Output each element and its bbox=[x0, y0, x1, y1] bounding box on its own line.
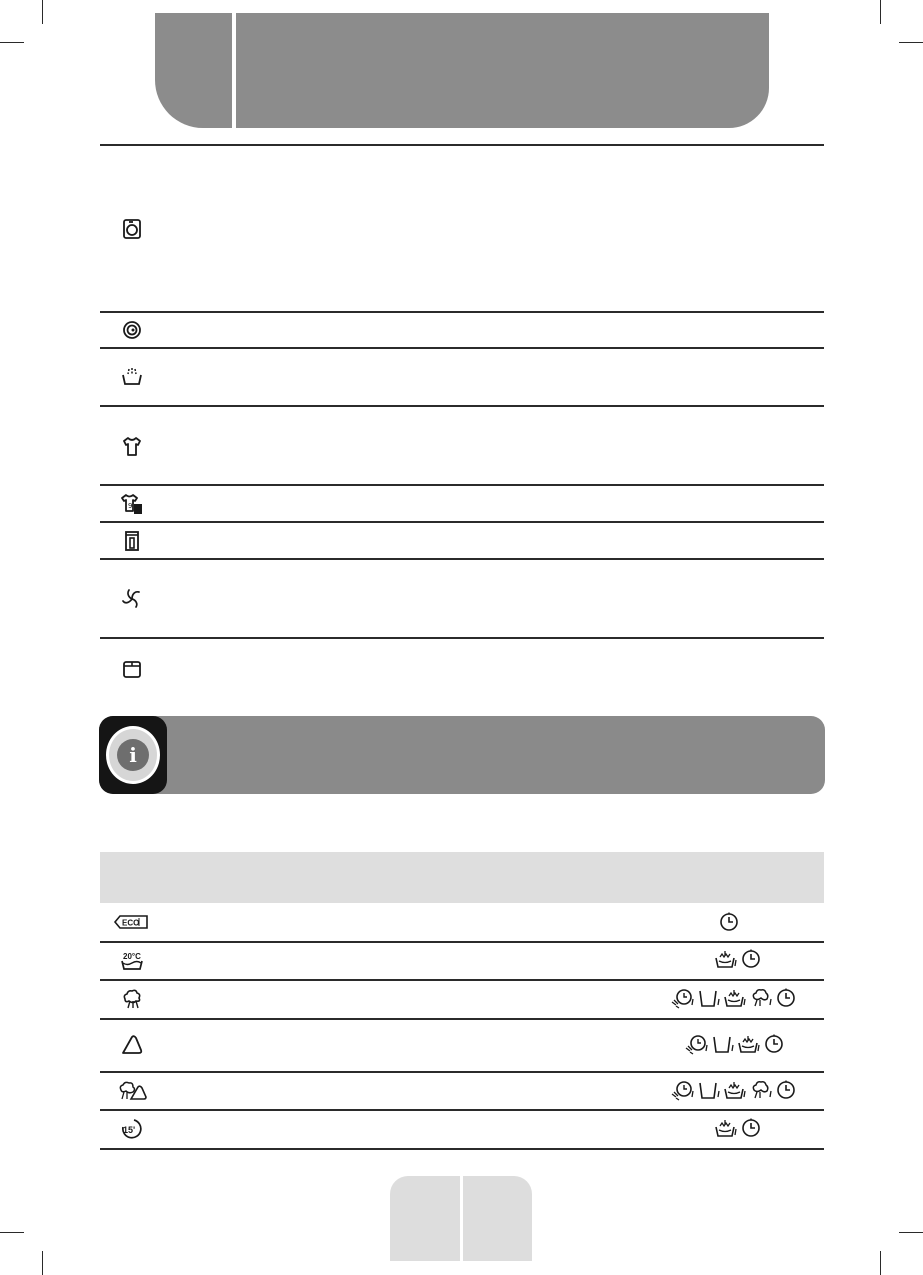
crop-mark bbox=[899, 1232, 923, 1233]
separator bbox=[734, 1127, 738, 1149]
table-rule bbox=[100, 1071, 824, 1073]
separator bbox=[691, 1089, 695, 1111]
table-rule bbox=[100, 311, 824, 313]
prewash-icon bbox=[120, 365, 144, 389]
separator bbox=[743, 1089, 747, 1111]
footer-divider bbox=[460, 1176, 463, 1261]
spin-icon bbox=[120, 318, 144, 342]
page-footer bbox=[390, 1176, 532, 1261]
table-rule bbox=[100, 347, 824, 349]
separator bbox=[757, 1043, 761, 1065]
rinse-icon bbox=[723, 1079, 745, 1101]
baby-clothes-icon bbox=[120, 435, 144, 459]
table-rule bbox=[100, 484, 824, 486]
separator bbox=[743, 997, 747, 1019]
header-divider bbox=[232, 13, 236, 128]
delay-timer-icon bbox=[775, 987, 797, 1009]
speed-icon bbox=[671, 1079, 693, 1101]
info-badge bbox=[99, 716, 167, 794]
crop-mark bbox=[42, 1251, 43, 1275]
quick-label: 15' bbox=[123, 1125, 136, 1135]
program-table-header bbox=[100, 852, 824, 903]
delay-timer-icon bbox=[763, 1033, 785, 1055]
table-rule bbox=[100, 521, 824, 523]
mixed-steam-icon bbox=[111, 1079, 151, 1103]
rinse-icon bbox=[737, 1033, 759, 1055]
rinse-icon bbox=[714, 1117, 736, 1139]
separator bbox=[717, 997, 721, 1019]
separator bbox=[769, 997, 773, 1019]
table-rule bbox=[100, 144, 824, 146]
separator bbox=[769, 1089, 773, 1111]
display-icon bbox=[120, 657, 144, 681]
door-lock-icon bbox=[120, 217, 144, 241]
separator bbox=[734, 958, 738, 980]
crop-mark bbox=[880, 0, 881, 24]
temp-label: 20°C bbox=[123, 952, 141, 961]
separator bbox=[705, 1043, 709, 1065]
rinse-icon bbox=[723, 987, 745, 1009]
shirt-timer-icon bbox=[120, 492, 144, 516]
crop-mark bbox=[42, 0, 43, 24]
table-rule bbox=[100, 1148, 824, 1150]
info-icon: i bbox=[117, 739, 149, 771]
crop-mark bbox=[880, 1251, 881, 1275]
svg-text:9: 9 bbox=[128, 502, 133, 510]
eco-label: ECO bbox=[122, 918, 140, 928]
prewash-icon bbox=[697, 1079, 719, 1101]
steam-icon bbox=[749, 987, 771, 1009]
crop-mark bbox=[899, 42, 923, 43]
delay-timer-icon bbox=[775, 1079, 797, 1101]
wash-20c-icon bbox=[120, 948, 144, 972]
hygiene-steam-icon bbox=[120, 987, 144, 1011]
steam-icon bbox=[749, 1079, 771, 1101]
table-rule bbox=[100, 941, 824, 943]
separator bbox=[717, 1089, 721, 1111]
quick-15-icon bbox=[120, 1117, 144, 1141]
table-rule bbox=[100, 405, 824, 407]
prewash-icon bbox=[697, 987, 719, 1009]
prewash-icon bbox=[711, 1033, 733, 1055]
speed-icon bbox=[685, 1033, 707, 1055]
crop-mark bbox=[0, 42, 24, 43]
table-rule bbox=[100, 1018, 824, 1020]
delay-timer-icon bbox=[740, 948, 762, 970]
softener-icon bbox=[120, 587, 144, 611]
delay-timer-icon bbox=[718, 911, 740, 933]
eco-40-60-icon bbox=[111, 910, 151, 934]
detergent-icon bbox=[120, 529, 144, 553]
table-rule bbox=[100, 637, 824, 639]
separator bbox=[731, 1043, 735, 1065]
bedding-icon bbox=[120, 1033, 144, 1057]
table-rule bbox=[100, 1109, 824, 1111]
separator bbox=[691, 997, 695, 1019]
rinse-icon bbox=[714, 948, 736, 970]
table-rule bbox=[100, 558, 824, 560]
page-header bbox=[155, 13, 769, 128]
table-rule bbox=[100, 979, 824, 981]
info-note bbox=[99, 716, 825, 794]
crop-mark bbox=[0, 1232, 24, 1233]
speed-icon bbox=[671, 987, 693, 1009]
delay-timer-icon bbox=[740, 1117, 762, 1139]
